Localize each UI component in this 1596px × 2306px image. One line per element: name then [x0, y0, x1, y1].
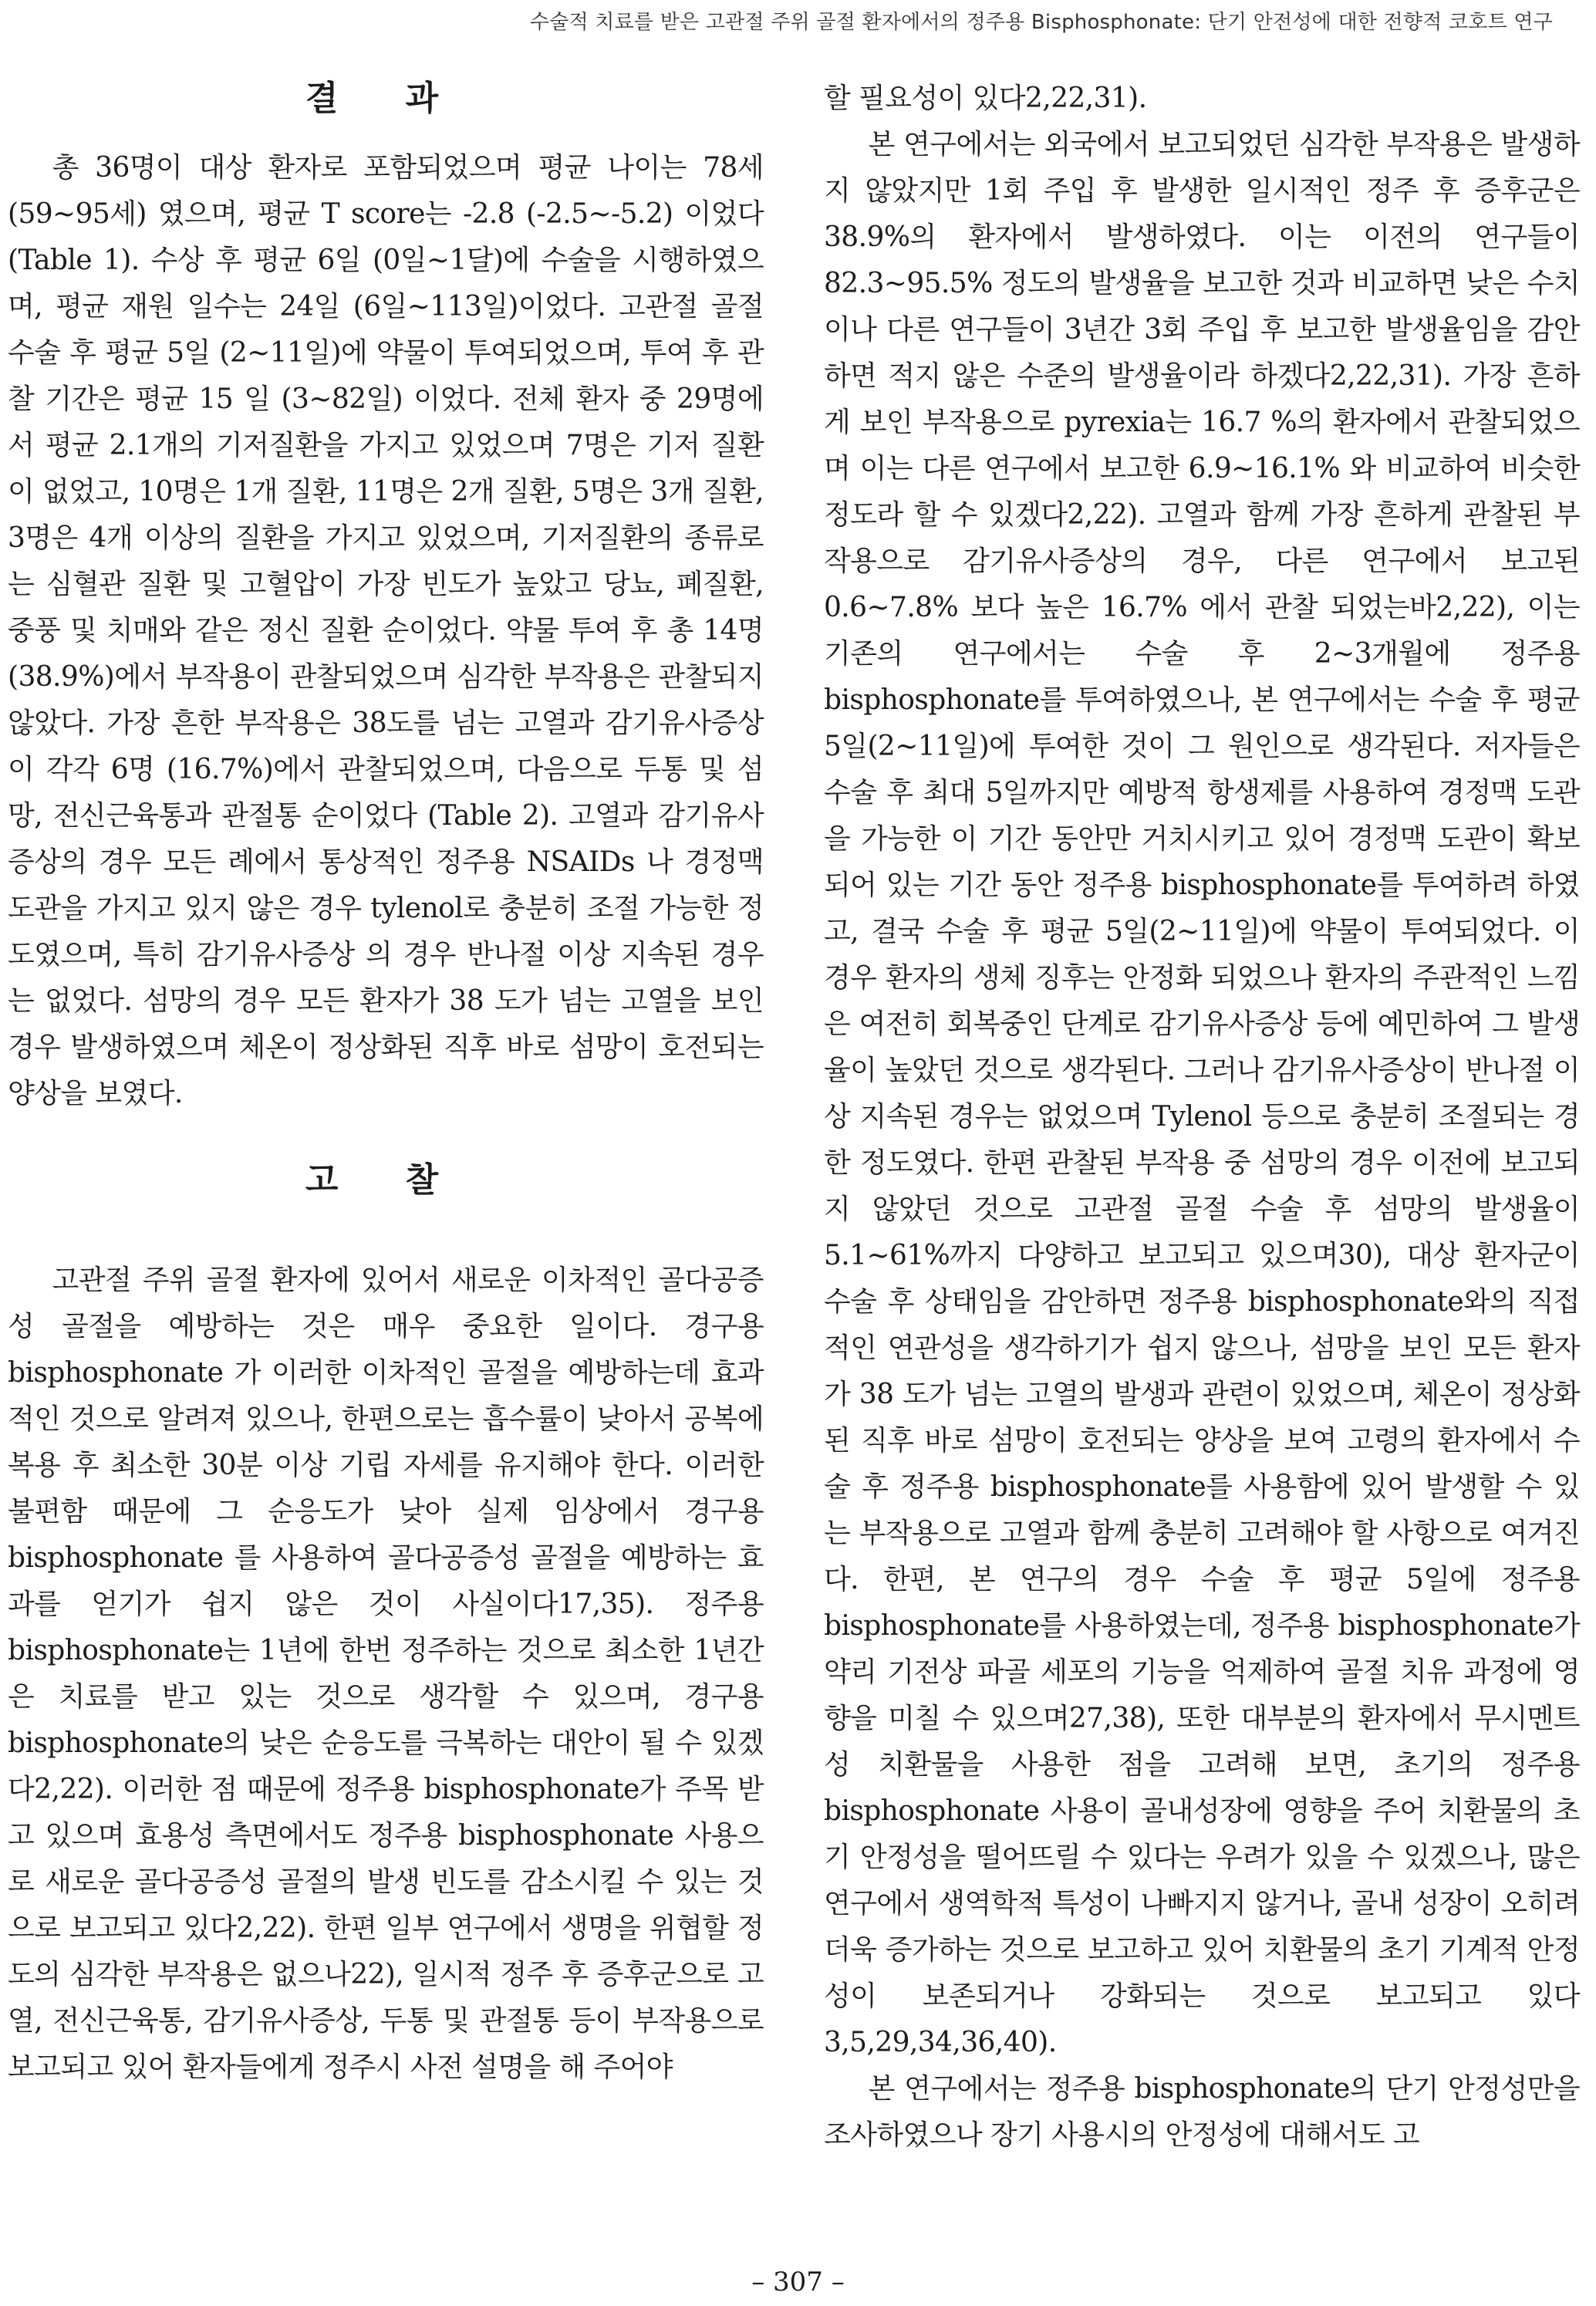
right-column — [824, 76, 1580, 2159]
results-heading: 결 과 — [305, 79, 467, 118]
discussion-heading: 고 찰 — [305, 1160, 467, 1200]
page-number: – 307 – — [751, 2267, 845, 2298]
left-column — [8, 76, 764, 2091]
discussion-paragraph-2: 본 연구에서는 외국에서 보고되었던 심각한 부작용은 발생하지 않았지만 1회 주입 후 발생한 일시적인 정주 후 증후군은 38.9%의 환자에서 발생하였다. 이는 이전의 연구들이 82.3~95.5% 정도의 발생율을 보고한 것과 비교하면 낮은 수치이나 다른 연구들이 3년간 3회 주입 후 보고한 발생율임을 감안하면 적지 않은 수준의 발생율이라 하겠다2,22,31). 가장 흔하게 보인 부작용으로 pyrexia는 16.7 %의 환자에서 관찰되었으며 이는 다른 연구에서 보고한 6.9~16.1% 와 비교하여 비슷한 정도라 할 수 있겠다2,22). 고열과 함께 가장 흔하게 관찰된 부작용으로 감기유사증상의 경우, 다른 연구에서 보고된 0.6~7.8% 보다 높은 16.7% 에서 관찰 되었는바2,22), 이는 기존의 연구에서는 수술 후 2~3개월에 정주용 bisphosphonate를 투여하였으나, 본 연구에서는 수술 후 평균 5일(2~11일)에 투여한 것이 그 원인으로 생각된다. 저자들은 수술 후 최대 5일까지만 예방적 항생제를 사용하여 경정맥 도관을 가능한 이 기간 동안만 거치시키고 있어 경정맥 도관이 확보되어 있는 기간 동안 정주용 bisphosphonate를 투여하려 하였고, 결국 수술 후 평균 5일(2~11일)에 약물이 투여되었다. 이 경우 환자의 생체 징후는 안정화 되었으나 환자의 주관적인 느낌은 여전히 회복중인 단계로 감기유사증상 등에 예민하여 그 발생율이 높았던 것으로 생각된다. 그러나 감기유사증상이 반나절 이상 지속된 경우는 없었으며 Tylenol 등으로 충분히 조절되는 경한 정도였다. 한편 관찰된 부작용 중 섬망의 경우 이전에 보고되지 않았던 것으로 고관절 골절 수술 후 섬망의 발생율이 5.1~61%까지 다양하고 보고되고 있으며30), 대상 환자군이 수술 후 상태임을 감안하면 정주용 bisphosphonate와의 직접적인 연관성을 생각하기가 쉽지 않으나, 섬망을 보인 모든 환자가 38 도가 넘는 고열의 발생과 관련이 있었으며, 체온이 정상화된 직후 바로 섬망이 호전되는 양상을 보여 고령의 환자에서 수술 후 정주용 bisphosphonate를 사용함에 있어 발생할 수 있는 부작용으로 고열과 함께 충분히 고려해야 할 사항으로 여겨진다. 한편, 본 연구의 경우 수술 후 평균 5일에 정주용 bisphosphonate를 사용하였는데, 정주용 bisphosphonate가 약리 기전상 파골 세포의 기능을 억제하여 골절 치유 과정에 영향을 미칠 수 있으며27,38), 또한 대부분의 환자에서 무시멘트성 치환물을 사용한 점을 고려해 보면, 초기의 정주용 bisphosphonate 사용이 골내성장에 영향을 주어 치환물의 초기 안정성을 떨어뜨릴 수 있다는 우려가 있을 수 있겠으나, 많은 연구에서 생역학적 특성이 나빠지지 않거나, 골내 성장이 오히려 더욱 증가하는 것으로 보고하고 있어 치환물의 초기 기계적 안정성이 보존되거나 강화되는 것으로 보고되고 있다3,5,29,34,36,40). — [824, 129, 1580, 2058]
results-paragraph: 총 36명이 대상 환자로 포함되었으며 평균 나이는 78세 (59~95세) 였으며, 평균 T score는 -2.8 (-2.5~-5.2) 이었다(Table 1). 수상 후 평균 6일 (0일~1달)에 수술을 시행하였으며, 평균 재원 일수는 24일 (6일~113일)이었다. 고관절 골절 수술 후 평균 5일 (2~11일)에 약물이 투여되었으며, 투여 후 관찰 기간은 평균 15 일 (3~82일) 이었다. 전체 환자 중 29명에서 평균 2.1개의 기저질환을 가지고 있었으며 7명은 기저 질환이 없었고, 10명은 1개 질환, 11명은 2개 질환, 5명은 3개 질환, 3명은 4개 이상의 질환을 가지고 있었으며, 기저질환의 종류로는 심혈관 질환 및 고혈압이 가장 빈도가 높았고 당뇨, 폐질환, 중풍 및 치매와 같은 정신 질환 순이었다. 약물 투여 후 총 14명 (38.9%)에서 부작용이 관찰되었으며 심각한 부작용은 관찰되지 않았다. 가장 흔한 부작용은 38도를 넘는 고열과 감기유사증상이 각각 6명 (16.7%)에서 관찰되었으며, 다음으로 두통 및 섬망, 전신근육통과 관절통 순이었다 (Table 2). 고열과 감기유사증상의 경우 모든 례에서 통상적인 정주용 NSAIDs 나 경정맥 도관을 가지고 있지 않은 경우 tylenol로 충분히 조절 가능한 정도였으며, 특히 감기유사증상 의 경우 반나절 이상 지속된 경우는 없었다. 섬망의 경우 모든 환자가 38 도가 넘는 고열을 보인 경우 발생하였으며 체온이 정상화된 직후 바로 섬망이 호전되는 양상을 보였다. — [8, 152, 764, 1109]
discussion-paragraph-3: 본 연구에서는 정주용 bisphosphonate의 단기 안정성만을 조사하였으나 장기 사용시의 안정성에 대해서도 고 — [824, 2073, 1580, 2151]
discussion-paragraph: 고관절 주위 골절 환자에 있어서 새로운 이차적인 골다공증성 골절을 예방하는 것은 매우 중요한 일이다. 경구용 bisphosphonate 가 이러한 이차적인 골절을 예방하는데 효과적인 것으로 알려져 있으나, 한편으로는 흡수률이 낮아서 공복에 복용 후 최소한 30분 이상 기립 자세를 유지해야 한다. 이러한 불편함 때문에 그 순응도가 낮아 실제 임상에서 경구용 bisphosphonate 를 사용하여 골다공증성 골절을 예방하는 효과를 얻기가 쉽지 않은 것이 사실이다17,35). 정주용 bisphosphonate는 1년에 한번 정주하는 것으로 최소한 1년간은 치료를 받고 있는 것으로 생각할 수 있으며, 경구용 bisphosphonate의 낮은 순응도를 극복하는 대안이 될 수 있겠다2,22). 이러한 점 때문에 정주용 bisphosphonate가 주목 받고 있으며 효용성 측면에서도 정주용 bisphosphonate 사용으로 새로운 골다공증성 골절의 발생 빈도를 감소시킬 수 있는 것으로 보고되고 있다2,22). 한편 일부 연구에서 생명을 위협할 정도의 심각한 부작용은 없으나22), 일시적 정주 후 증후군으로 고열, 전신근육통, 감기유사증상, 두통 및 관절통 등이 부작용으로 보고되고 있어 환자들에게 정주시 사전 설명을 해 주어야 — [8, 1264, 764, 2083]
running-header: 수술적 치료를 받은 고관절 주위 골절 환자에서의 정주용 Bisphosphonate: 단기 안전성에 대한 전향적 코호트 연구 — [529, 11, 1553, 34]
continued-line: 할 필요성이 있다2,22,31). — [824, 83, 1147, 114]
